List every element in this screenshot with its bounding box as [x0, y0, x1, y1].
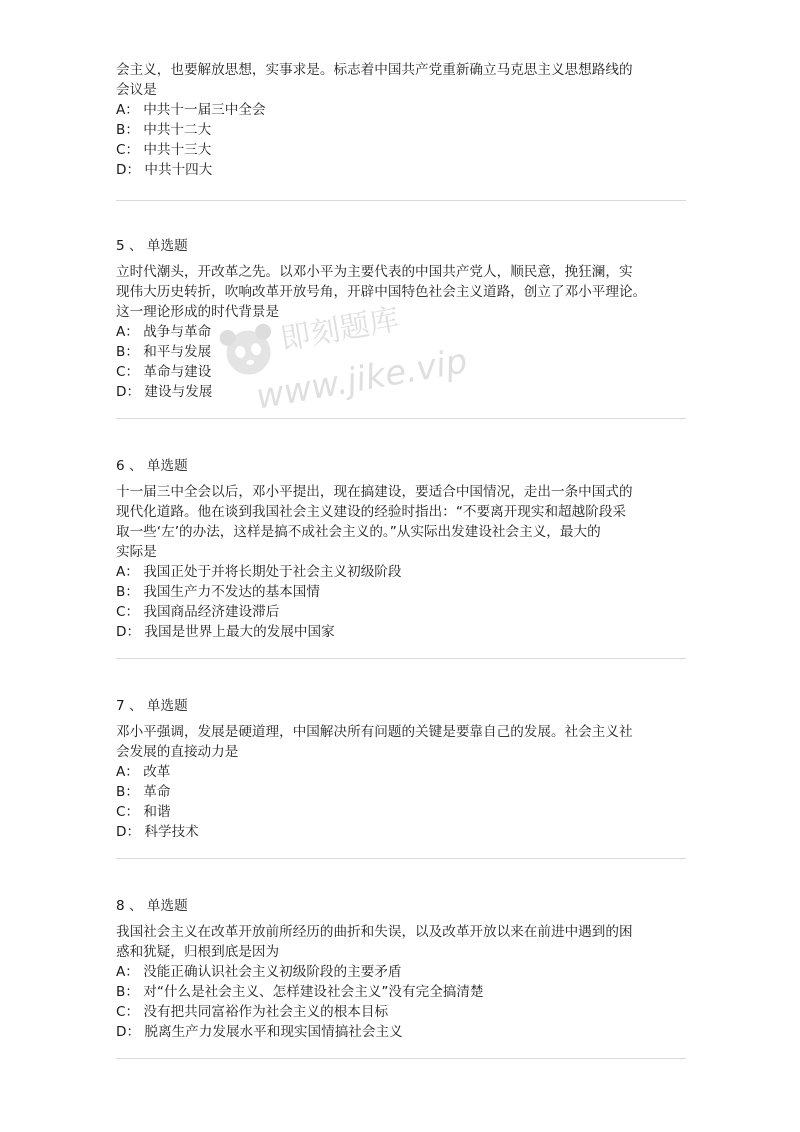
option-c: C： 我国商品经济建设滞后 — [116, 604, 280, 620]
question-text-line: 我国社会主义在改革开放前所经历的曲折和失误，以及改革开放以来在前进中遇到的困 — [116, 924, 633, 940]
question-text-line: 这一理论形成的时代背景是 — [116, 304, 280, 320]
question-text-line: 会发展的直接动力是 — [116, 744, 239, 760]
divider — [116, 858, 686, 859]
option-d: D： 脱离生产力发展水平和现实国情搞社会主义 — [116, 1024, 403, 1040]
option-d: D： 建设与发展 — [116, 384, 213, 400]
option-c: C： 没有把共同富裕作为社会主义的根本目标 — [116, 1004, 389, 1020]
question-text-line: 十一届三中全会以后，邓小平提出，现在搞建设，要适合中国情况，走出一条中国式的 — [116, 484, 633, 500]
question-text-line: 现伟大历史转折，吹响改革开放号角，开辟中国特色社会主义道路，创立了邓小平理论。 — [116, 284, 647, 300]
question-6 — [116, 456, 686, 642]
option-c: C： 革命与建设 — [116, 364, 212, 380]
divider — [116, 200, 686, 201]
option-d: D： 中共十四大 — [116, 162, 213, 178]
question-text-line: 实际是 — [116, 544, 157, 560]
option-d: D： 我国是世界上最大的发展中国家 — [116, 624, 335, 640]
question-header: 5 、 单选题 — [116, 238, 188, 254]
option-a: A： 改革 — [116, 764, 171, 780]
option-b: B： 我国生产力不发达的基本国情 — [116, 584, 320, 600]
question-text-line: 邓小平强调，发展是硬道理，中国解决所有问题的关键是要靠自己的发展。社会主义社 — [116, 724, 633, 740]
question-4-tail — [116, 60, 686, 180]
question-header: 8 、 单选题 — [116, 898, 188, 914]
divider — [116, 658, 686, 659]
option-d: D： 科学技术 — [116, 824, 199, 840]
option-b: B： 革命 — [116, 784, 171, 800]
divider — [116, 418, 686, 419]
watermark-url: www.jike.vip — [253, 341, 471, 418]
option-c: C： 和谐 — [116, 804, 171, 820]
option-b: B： 对“什么是社会主义、怎样建设社会主义”没有完全搞清楚 — [116, 984, 484, 1000]
option-b: B： 中共十二大 — [116, 122, 212, 138]
question-text-line: 现代化道路。他在谈到我国社会主义建设的经验时指出：“不要离开现实和超越阶段采 — [116, 504, 627, 520]
question-text-line: 取一些‘左’的办法，这样是搞不成社会主义的。”从实际出发建设社会主义，最大的 — [116, 524, 601, 540]
option-a: A： 没能正确认识社会主义初级阶段的主要矛盾 — [116, 964, 402, 980]
question-text-line: 会主义，也要解放思想，实事求是。标志着中国共产党重新确立马克思主义思想路线的 — [116, 62, 633, 78]
question-5 — [116, 236, 686, 402]
option-c: C： 中共十三大 — [116, 142, 212, 158]
divider — [116, 1058, 686, 1059]
question-header: 6 、 单选题 — [116, 458, 188, 474]
option-b: B： 和平与发展 — [116, 344, 212, 360]
option-a: A： 中共十一届三中全会 — [116, 102, 266, 118]
question-text-line: 立时代潮头，开改革之先。以邓小平为主要代表的中国共产党人，顺民意，挽狂澜，实 — [116, 264, 633, 280]
option-a: A： 我国正处于并将长期处于社会主义初级阶段 — [116, 564, 402, 580]
question-8 — [116, 896, 686, 1042]
option-a: A： 战争与革命 — [116, 324, 212, 340]
question-text-line: 会议是 — [116, 82, 157, 98]
question-7 — [116, 696, 686, 842]
watermark-brand: 即刻题库 — [277, 302, 403, 358]
question-text-line: 惑和犹疑，归根到底是因为 — [116, 944, 280, 960]
question-header: 7 、 单选题 — [116, 698, 188, 714]
